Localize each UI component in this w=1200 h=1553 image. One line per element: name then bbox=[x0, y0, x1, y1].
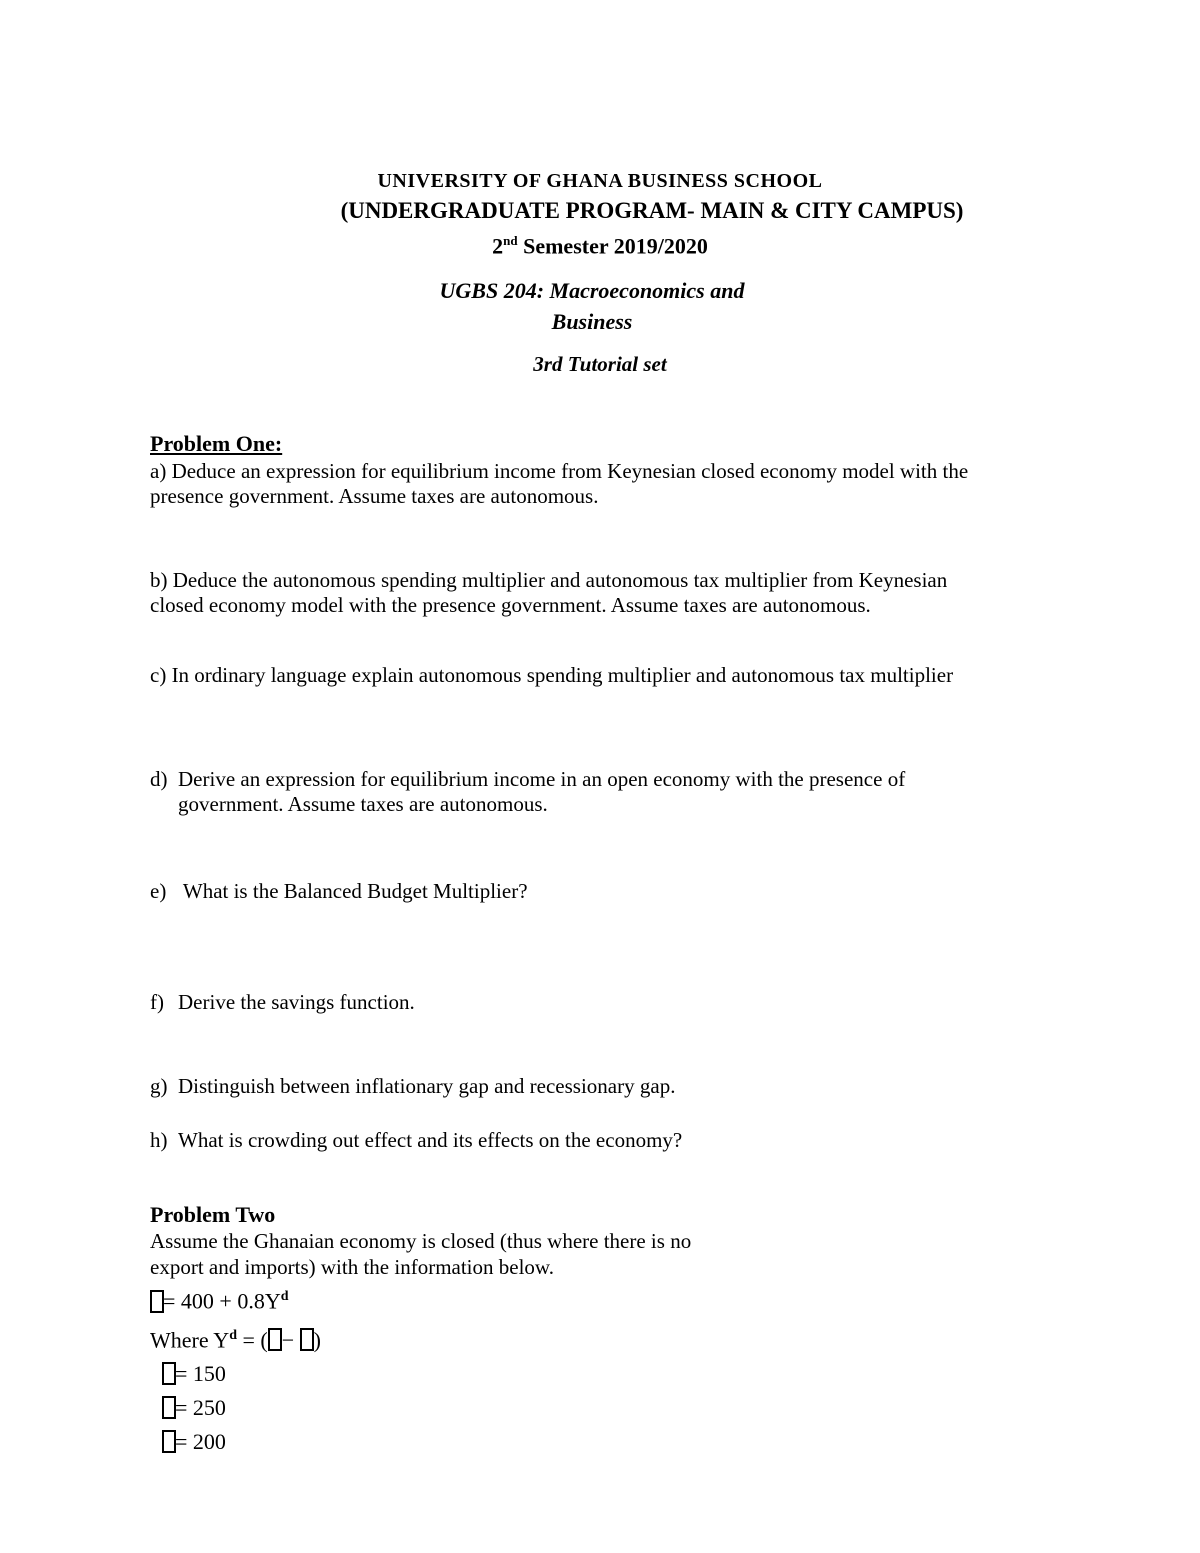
problem-two-heading: Problem Two bbox=[150, 1202, 276, 1228]
question-e-text bbox=[178, 879, 1200, 904]
problem-two-intro-line-1: Assume the Ghanaian economy is closed (thus where there is no bbox=[150, 1229, 692, 1254]
question-e-marker: e) bbox=[150, 879, 167, 904]
equation-value-2-text: = 250 bbox=[175, 1394, 226, 1420]
question-g-line-1: Distinguish between inflationary gap and recessionary gap. bbox=[178, 1074, 676, 1099]
question-b-line-1: b) Deduce the autonomous spending multiplier and autonomous tax multiplier from Keynesian bbox=[150, 568, 948, 593]
question-d-line-2: government. Assume taxes are autonomous. bbox=[178, 792, 548, 817]
question-c-line-1: c) In ordinary language explain autonomous spending multiplier and autonomous tax multiplier bbox=[150, 663, 954, 688]
equation-value-1-text: = 150 bbox=[175, 1360, 226, 1386]
course-title-line-1: UGBS 204: Macroeconomics and bbox=[439, 278, 745, 304]
question-c bbox=[150, 663, 1200, 688]
question-e bbox=[150, 879, 1200, 904]
missing-glyph-box-icon bbox=[150, 1290, 164, 1313]
equation-value-1 bbox=[150, 1357, 1200, 1391]
school-title: UNIVERSITY OF GHANA BUSINESS SCHOOL bbox=[377, 170, 823, 192]
question-a-line-1: a) Deduce an expression for equilibrium income from Keynesian closed economy model with the bbox=[150, 459, 969, 484]
equation-disposable-minus: − bbox=[281, 1326, 300, 1352]
question-f bbox=[150, 990, 1200, 1015]
question-d-text bbox=[178, 767, 1200, 817]
equation-value-3-text: = 200 bbox=[175, 1428, 226, 1454]
question-g bbox=[150, 1074, 1200, 1099]
equation-consumption-rhs: = 400 + 0.8Y bbox=[163, 1288, 281, 1314]
course-title bbox=[0, 275, 1192, 337]
question-a bbox=[150, 459, 1200, 509]
question-d-marker: d) bbox=[150, 767, 168, 792]
problem-two-intro-line-2: export and imports) with the information below. bbox=[150, 1255, 554, 1280]
question-f-line-1: Derive the savings function. bbox=[178, 990, 415, 1015]
equation-consumption-superscript: d bbox=[280, 1289, 289, 1305]
equation-value-3 bbox=[150, 1425, 1200, 1459]
tutorial-set-title: 3rd Tutorial set bbox=[533, 352, 667, 377]
problem-one-heading: Problem One: bbox=[150, 431, 283, 457]
question-h-line-1: What is crowding out effect and its effects on the economy? bbox=[178, 1128, 683, 1153]
document-body bbox=[0, 430, 1200, 1459]
course-title-line-2: Business bbox=[551, 309, 633, 335]
semester-rest: Semester 2019/2020 bbox=[517, 233, 708, 259]
document-header bbox=[0, 0, 1200, 380]
equation-disposable-income bbox=[150, 1319, 1200, 1357]
question-h bbox=[150, 1128, 1200, 1153]
question-d-line-1: Derive an expression for equilibrium income in an open economy with the presence of bbox=[178, 767, 906, 792]
problem-two-intro bbox=[150, 1228, 1200, 1280]
missing-glyph-box-icon bbox=[300, 1328, 314, 1351]
question-a-line-2: presence government. Assume taxes are autonomous. bbox=[150, 484, 599, 509]
missing-glyph-box-icon bbox=[268, 1328, 282, 1351]
semester-ordinal-suffix: nd bbox=[503, 233, 518, 248]
question-d bbox=[150, 767, 1200, 817]
equation-consumption bbox=[150, 1280, 1200, 1318]
program-subtitle: (UNDERGRADUATE PROGRAM- MAIN & CITY CAMPUS) bbox=[340, 198, 964, 223]
question-h-text bbox=[178, 1128, 1200, 1153]
question-b bbox=[150, 568, 1200, 618]
equation-disposable-pre: Where Y bbox=[150, 1326, 230, 1352]
question-h-marker: h) bbox=[150, 1128, 168, 1153]
equation-value-2 bbox=[150, 1391, 1200, 1425]
question-b-line-2: closed economy model with the presence government. Assume taxes are autonomous. bbox=[150, 593, 871, 618]
missing-glyph-box-icon bbox=[162, 1430, 176, 1453]
question-e-line-1: What is the Balanced Budget Multiplier? bbox=[178, 879, 528, 904]
semester-line bbox=[0, 226, 1200, 261]
semester-number: 2 bbox=[492, 233, 504, 259]
missing-glyph-box-icon bbox=[162, 1362, 176, 1385]
equation-disposable-close: ) bbox=[313, 1326, 321, 1352]
question-g-text bbox=[178, 1074, 1200, 1099]
equation-disposable-mid: = ( bbox=[237, 1326, 268, 1352]
question-f-text bbox=[178, 990, 1200, 1015]
question-f-marker: f) bbox=[150, 990, 164, 1015]
equation-disposable-superscript: d bbox=[229, 1327, 237, 1343]
missing-glyph-box-icon bbox=[162, 1396, 176, 1419]
question-g-marker: g) bbox=[150, 1074, 168, 1099]
